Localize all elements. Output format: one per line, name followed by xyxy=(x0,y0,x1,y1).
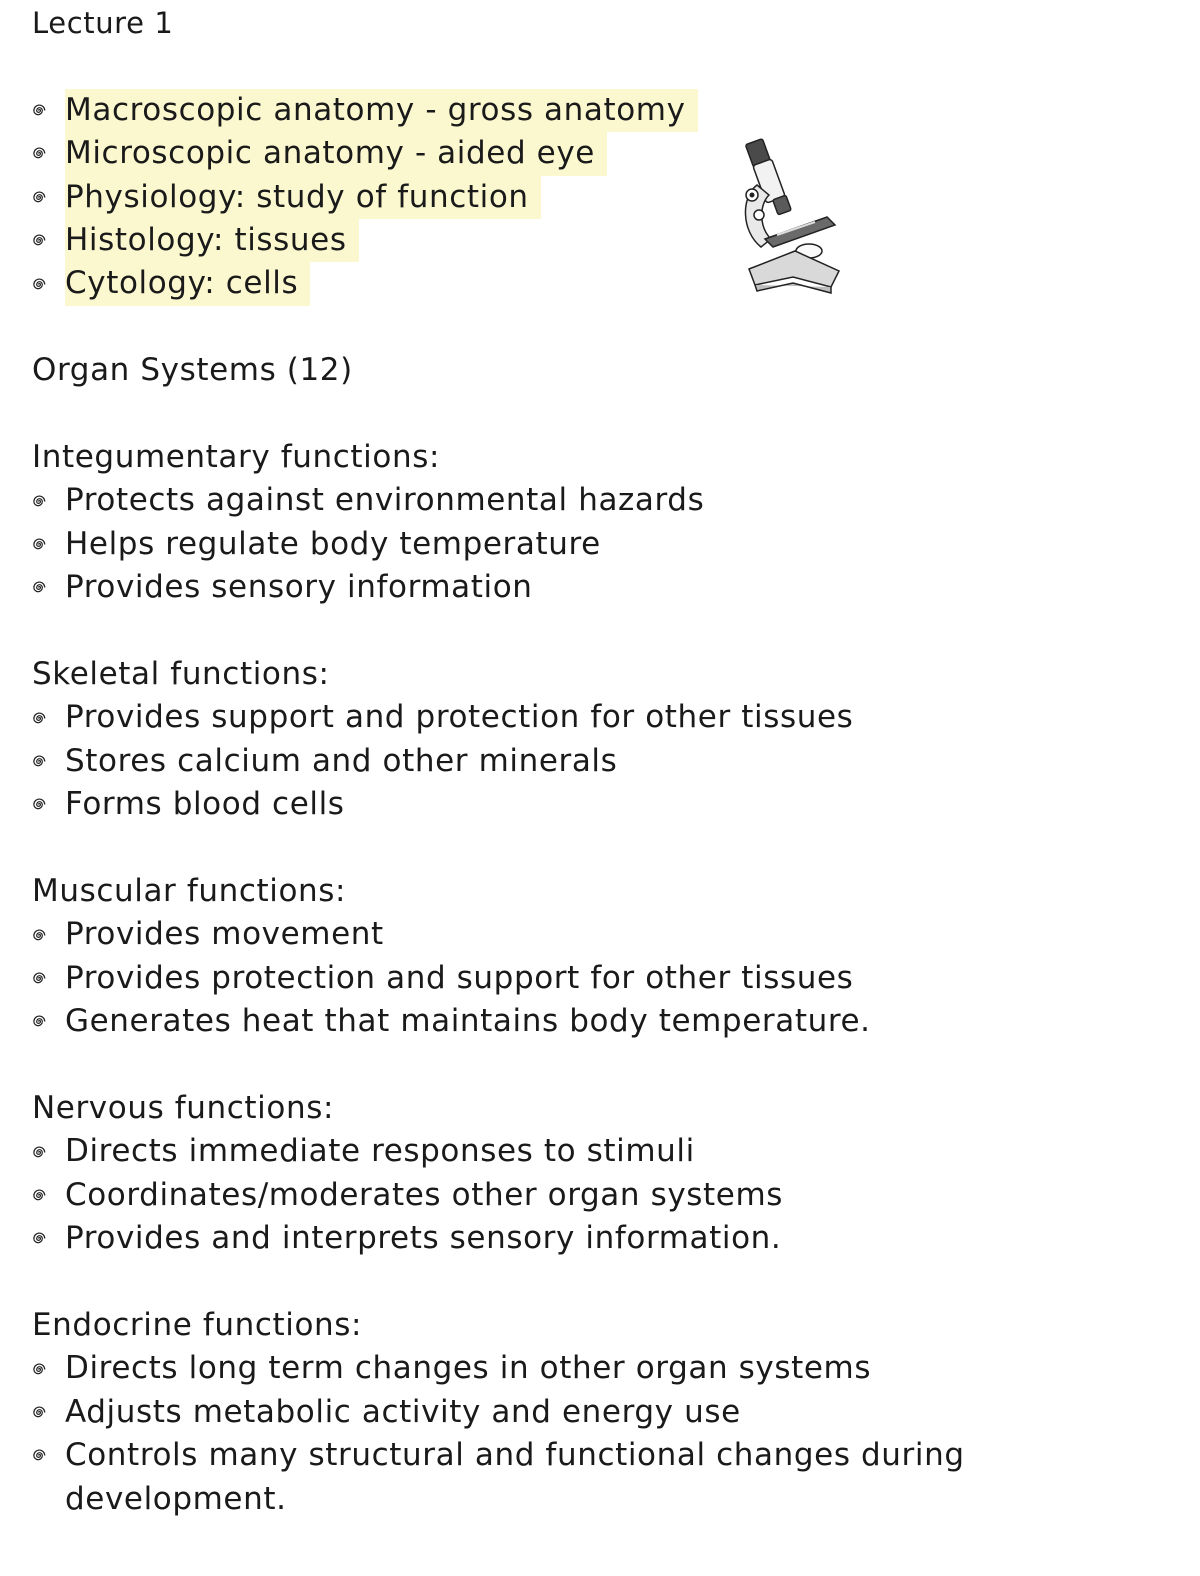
intro-list xyxy=(32,89,1200,306)
organ-systems-heading: Organ Systems (12) xyxy=(32,352,353,389)
list-item xyxy=(32,1391,1200,1434)
spiral-bullet-icon xyxy=(32,523,65,566)
list-item xyxy=(32,132,1200,175)
spiral-bullet-icon xyxy=(32,1347,65,1390)
section-endocrine xyxy=(32,1304,1200,1521)
list-item-text: Physiology: study of function xyxy=(65,176,541,219)
spiral-bullet-icon xyxy=(32,1174,65,1217)
spacer xyxy=(32,306,1200,349)
list-item xyxy=(32,479,1200,522)
list-item xyxy=(32,523,1200,566)
section-nervous xyxy=(32,1087,1200,1261)
list-item-text: Provides and interprets sensory information. xyxy=(65,1220,782,1257)
list-item-text: Provides support and protection for other tissues xyxy=(65,699,854,736)
list-item-text: Provides sensory information xyxy=(65,569,533,606)
spiral-bullet-icon xyxy=(32,132,65,175)
list-item xyxy=(32,1174,1200,1217)
spiral-bullet-icon xyxy=(32,783,65,826)
spiral-bullet-icon xyxy=(32,1434,65,1477)
spiral-bullet-icon xyxy=(32,740,65,783)
list-item-text: Coordinates/moderates other organ systems xyxy=(65,1176,784,1213)
list-item-text: Helps regulate body temperature xyxy=(65,525,601,562)
list-item-text: Directs immediate responses to stimuli xyxy=(65,1133,695,1170)
spiral-bullet-icon xyxy=(32,262,65,305)
list-item-text: Forms blood cells xyxy=(65,786,345,823)
spacer xyxy=(32,45,1200,88)
list-item xyxy=(32,1217,1200,1260)
list-item xyxy=(32,262,1200,305)
section-heading: Nervous functions: xyxy=(32,1090,335,1127)
spacer xyxy=(32,393,1200,436)
section-integumentary xyxy=(32,436,1200,610)
list-item xyxy=(32,913,1200,956)
list-item xyxy=(32,1347,1200,1390)
section-skeletal xyxy=(32,653,1200,827)
spiral-bullet-icon xyxy=(32,89,65,132)
list-item xyxy=(32,783,1200,826)
list-item-text: Generates heat that maintains body temperature. xyxy=(65,1003,871,1040)
spiral-bullet-icon xyxy=(32,957,65,1000)
list-item xyxy=(32,1000,1200,1043)
spacer xyxy=(32,1044,1200,1087)
list-item xyxy=(32,89,1200,132)
spacer xyxy=(32,610,1200,653)
list-item-text: Controls many structural and functional changes during development. xyxy=(65,1437,965,1517)
list-item xyxy=(32,696,1200,739)
spiral-bullet-icon xyxy=(32,176,65,219)
spiral-bullet-icon xyxy=(32,1000,65,1043)
list-item xyxy=(32,1130,1200,1173)
spiral-bullet-icon xyxy=(32,1391,65,1434)
spiral-bullet-icon xyxy=(32,1130,65,1173)
spiral-bullet-icon xyxy=(32,696,65,739)
list-item-text: Provides movement xyxy=(65,916,384,953)
spacer xyxy=(32,1261,1200,1304)
list-item xyxy=(32,740,1200,783)
spiral-bullet-icon xyxy=(32,913,65,956)
list-item-text: Protects against environmental hazards xyxy=(65,482,705,519)
list-item-text: Directs long term changes in other organ systems xyxy=(65,1350,872,1387)
page-title: Lecture 1 xyxy=(32,6,174,40)
list-item xyxy=(32,566,1200,609)
section-muscular xyxy=(32,870,1200,1044)
list-item-text: Stores calcium and other minerals xyxy=(65,742,618,779)
spiral-bullet-icon xyxy=(32,566,65,609)
section-heading: Endocrine functions: xyxy=(32,1307,363,1344)
spacer xyxy=(32,827,1200,870)
section-heading: Integumentary functions: xyxy=(32,439,440,476)
section-heading: Muscular functions: xyxy=(32,873,347,910)
list-item xyxy=(32,1434,1200,1521)
list-item-text: Cytology: cells xyxy=(65,262,310,305)
list-item-text: Microscopic anatomy - aided eye xyxy=(65,132,607,175)
spiral-bullet-icon xyxy=(32,1217,65,1260)
spiral-bullet-icon xyxy=(32,219,65,262)
section-heading: Skeletal functions: xyxy=(32,656,330,693)
list-item xyxy=(32,957,1200,1000)
microscope-icon xyxy=(735,135,847,295)
list-item-text: Macroscopic anatomy - gross anatomy xyxy=(65,89,698,132)
list-item xyxy=(32,219,1200,262)
list-item-text: Provides protection and support for other tissues xyxy=(65,959,854,996)
spiral-bullet-icon xyxy=(32,479,65,522)
list-item xyxy=(32,176,1200,219)
list-item-text: Adjusts metabolic activity and energy use xyxy=(65,1393,741,1430)
list-item-text: Histology: tissues xyxy=(65,219,359,262)
